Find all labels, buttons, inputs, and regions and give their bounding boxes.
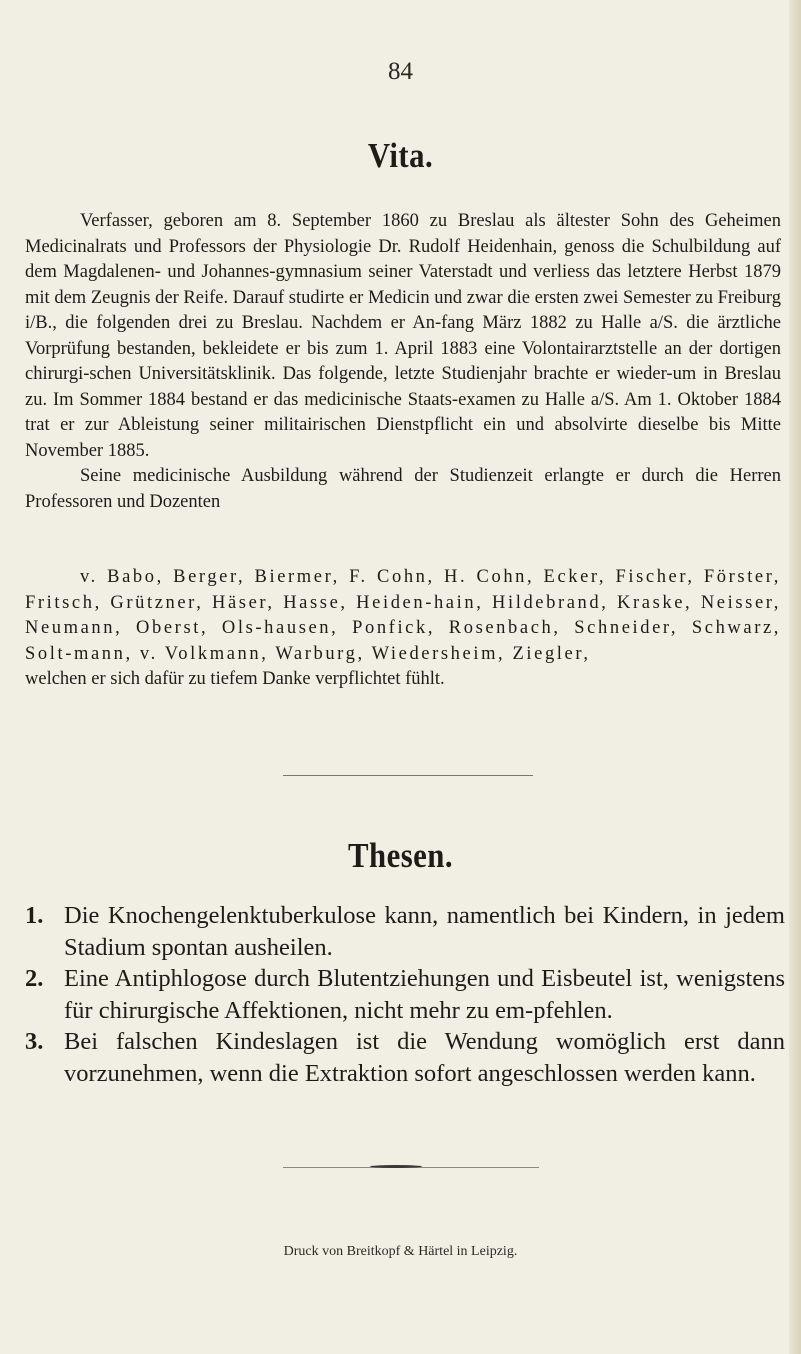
vita-heading: Vita. [367,136,434,175]
vita-section [25,209,781,515]
page-number: 84 [388,58,413,85]
thesis-number: 1. [25,902,44,929]
thesis-number: 2. [25,965,44,992]
vita-closing: welchen er sich dafür zu tiefem Danke verpflichtet fühlt. [25,669,445,689]
section-divider [283,775,533,776]
thesis-text: Eine Antiphlogose durch Blutentziehungen und Eisbeutel ist, wenigstens für chirurgische Affektionen, nicht mehr zu em-pfehlen. [64,965,785,1024]
thesis-text: Bei falschen Kindeslagen ist die Wendung womöglich erst dann vorzunehmen, wenn die Extraktion sofort angeschlossen werden kann. [64,1028,785,1087]
thesis-item [25,963,785,1026]
thesis-item [25,900,785,963]
printer-imprint: Druck von Breitkopf & Härtel in Leipzig. [283,1244,518,1259]
vita-teachers-block [25,565,781,693]
thesis-text: Die Knochengelenktuberkulose kann, namentlich bei Kindern, in jedem Stadium spontan ausheilen. [64,902,785,961]
thesis-number: 3. [25,1028,44,1055]
vita-paragraph-2: Seine medicinische Ausbildung während der Studienzeit erlangte er durch die Herren Professoren und Dozenten [25,466,781,512]
page-edge [789,0,801,1354]
thesis-item [25,1026,785,1089]
vita-paragraph-1: Verfasser, geboren am 8. September 1860 zu Breslau als ältester Sohn des Geheimen Medicinalrats und Professors der Physiologie Dr. Rudolf Heidenhain, genoss die Schulbildung auf dem Magdalenen- und Johannes-gymnasium seiner Vaterstadt und verliess das letztere Herbst 1879 mit dem Zeugnis der Reife. Darauf studirte er Medicin und zwar die ersten zwei Semester zu Freiburg i/B., die folgenden drei zu Breslau. Nachdem er An-fang März 1882 zu Halle a/S. die ärztliche Vorprüfung bestanden, bekleidete er bis zum 1. April 1883 eine Volontairarztstelle an der dortigen chirurgi-schen Universitätsklinik. Das folgende, letzte Studienjahr brachte er wieder-um in Breslau zu. Im Sommer 1884 bestand er das medicinische Staats-examen zu Halle a/S. Am 1. Oktober 1884 trat er zur Ableistung seiner militairischen Dienstpflicht ein und absolvirte dieselbe bis Mitte November 1885. [25,211,781,461]
closing-rule-ornament [370,1165,422,1168]
thesen-list [25,900,785,1089]
teachers-list: v. Babo, Berger, Biermer, F. Cohn, H. Cohn, Ecker, Fischer, Förster, Fritsch, Grützner, Häser, Hasse, Heiden-hain, Hildebrand, Kraske, Neisser, Neumann, Oberst, Ols-hausen, Ponfick, Rosenbach, Schneider, Schwarz, Solt-mann, v. Volkmann, Warburg, Wiedersheim, Ziegler, [25,567,781,664]
thesen-heading: Thesen. [348,836,453,875]
